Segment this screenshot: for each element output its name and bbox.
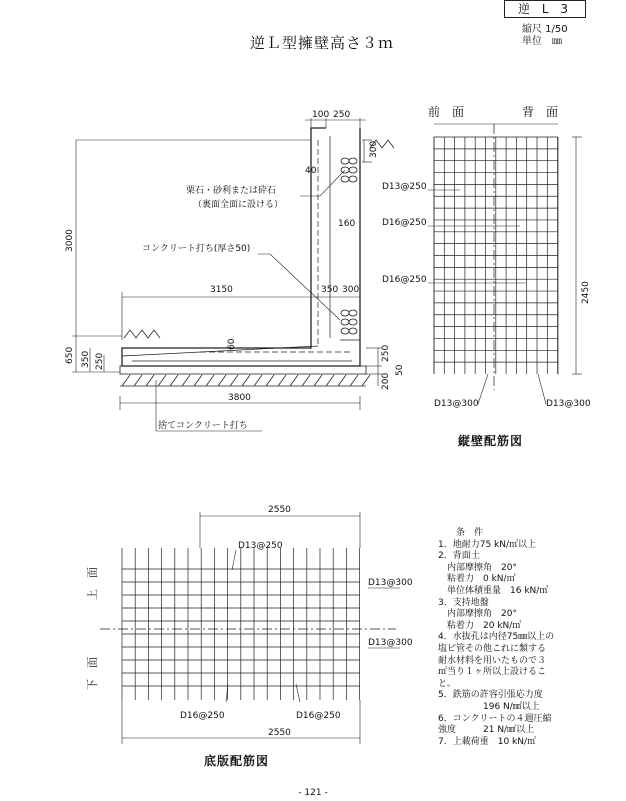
wall-rebar-caption: 縦壁配筋図 [458, 434, 524, 448]
base-side-bottom: 下 面 [86, 657, 99, 690]
dim-3150: 3150 [210, 285, 233, 295]
base-side-top: 上 面 [86, 567, 99, 600]
condition-line: 196 N/㎟以上 [438, 701, 540, 712]
dim-250-right: 250 [381, 344, 391, 362]
condition-line: 粘着力 0 kN/㎡ [438, 574, 516, 585]
note-concrete: コンクリート打ち(厚さ50) [142, 244, 251, 254]
gravel-hatch-stroke [362, 375, 370, 386]
wall-front-label: 前 面 [428, 105, 465, 119]
base-rebar-caption: 底版配筋図 [204, 754, 270, 768]
condition-line: 単位体積重量 16 kN/㎥ [438, 585, 549, 596]
wall-label-d13-300-b: D13@300 [546, 399, 591, 409]
design-conditions [438, 528, 554, 748]
gravel-hatch-stroke [242, 375, 250, 386]
gravel-hatch-stroke [206, 375, 214, 386]
base-dim-bottom: 2550 [268, 728, 291, 738]
gravel-hatch-stroke [302, 375, 310, 386]
dim-250: 250 [333, 110, 351, 120]
wall-rebar-diagram [428, 124, 582, 404]
gravel-hatch-stroke [170, 375, 178, 386]
base-dim-top: 2550 [268, 505, 291, 515]
note-stone-2: （裏面全面に設ける） [193, 200, 284, 210]
note-stone-1: 栗石・砂利または砕石 [186, 186, 277, 196]
dim-100: 100 [312, 110, 330, 120]
gravel-hatch-stroke [194, 375, 202, 386]
condition-line: ㎡当り１ヶ所以上設けるこ [438, 667, 547, 678]
dim-300-side: 300 [369, 140, 379, 158]
condition-line: 内部摩擦角 20° [438, 562, 517, 573]
wall-cross-section [72, 118, 394, 431]
base-label-d13-250: D13@250 [238, 541, 283, 551]
dim-160: 160 [338, 219, 356, 229]
condition-line: 7．上載荷重 10 kN/㎡ [438, 736, 537, 747]
dim-40: 40 [305, 166, 317, 176]
dim-300: 300 [342, 285, 360, 295]
base-rebar-grid [122, 548, 360, 700]
gravel-hatch-stroke [278, 375, 286, 386]
gravel-hatch [122, 375, 370, 386]
condition-line: 粘着力 20 kN/㎡ [438, 620, 522, 631]
wall-height-2450: 2450 [581, 281, 591, 304]
gravel-hatch-stroke [314, 375, 322, 386]
dim-50: 50 [395, 364, 405, 376]
gravel-hatch-stroke [218, 375, 226, 386]
gravel-hatch-stroke [266, 375, 274, 386]
wall-back-label: 背 面 [522, 105, 559, 119]
wall-label-d16-250-b: D16@250 [382, 275, 427, 285]
unit-line: 単位 ㎜ [522, 36, 562, 47]
condition-line: 塩ビ管その他これに類する [438, 643, 547, 654]
lean-concrete [120, 366, 366, 374]
ground-hatch-left [124, 330, 160, 338]
scale-line: 縮尺 1/50 [522, 24, 568, 35]
condition-line: 5．鉄筋の許容引張応力度 [438, 690, 543, 701]
wall-label-d13-300-a: D13@300 [434, 399, 479, 409]
condition-line: 内部摩擦角 20° [438, 609, 517, 620]
dim-250-left: 250 [95, 352, 105, 370]
dim-60: 60 [227, 338, 237, 350]
gravel-hatch-stroke [134, 375, 142, 386]
gravel-hatch-stroke [254, 375, 262, 386]
dim-3800: 3800 [228, 393, 251, 403]
wall-label-d13-250: D13@250 [382, 182, 427, 192]
dim-3000: 3000 [65, 229, 75, 252]
gravel-hatch-stroke [146, 375, 154, 386]
condition-line: 耐水材料を用いたもので３ [438, 655, 547, 666]
dim-350: 350 [321, 285, 339, 295]
condition-line: と。 [438, 678, 457, 689]
gravel-hatch-stroke [290, 375, 298, 386]
gravel-hatch-stroke [158, 375, 166, 386]
stone-fill-top [341, 158, 357, 182]
condition-line: 6．コンクリートの４週圧縮 [438, 713, 552, 724]
base-label-d16-250-a: D16@250 [180, 711, 225, 721]
wall-label-d16-250-a: D16@250 [382, 218, 427, 228]
dim-200: 200 [381, 372, 391, 390]
base-label-d16-250-b: D16@250 [296, 711, 341, 721]
gravel-hatch-stroke [338, 375, 346, 386]
base-label-d13-300-a: D13@300 [368, 578, 413, 588]
gravel-hatch-stroke [122, 375, 130, 386]
wall-rebar-grid [434, 137, 558, 374]
base-label-d13-300-b: D13@300 [368, 638, 413, 648]
note-lean-concrete: 捨てコンクリート打ち [158, 421, 248, 431]
page-number: - 121 - [298, 788, 328, 798]
dim-350-left: 350 [81, 350, 91, 368]
gravel-hatch-stroke [326, 375, 334, 386]
gravel-hatch-stroke [350, 375, 358, 386]
stone-fill-bottom [341, 310, 357, 334]
condition-line: 2．背面土 [438, 551, 480, 562]
drawing-code-box: 逆 L 3 [504, 0, 586, 18]
condition-line: 4．水抜孔は内径75㎜以上の [438, 632, 555, 643]
condition-line: 1．地耐力75 kN/㎡以上 [438, 539, 537, 550]
drawing-title: 逆Ｌ型擁壁高さ３ｍ [250, 34, 395, 52]
condition-line: 条 件 [438, 528, 484, 538]
gravel-hatch-stroke [182, 375, 190, 386]
condition-line: 強度 21 N/㎟以上 [438, 725, 535, 736]
gravel-hatch-stroke [230, 375, 238, 386]
condition-line: 3．支持地盤 [438, 597, 489, 608]
dim-650: 650 [65, 346, 75, 364]
